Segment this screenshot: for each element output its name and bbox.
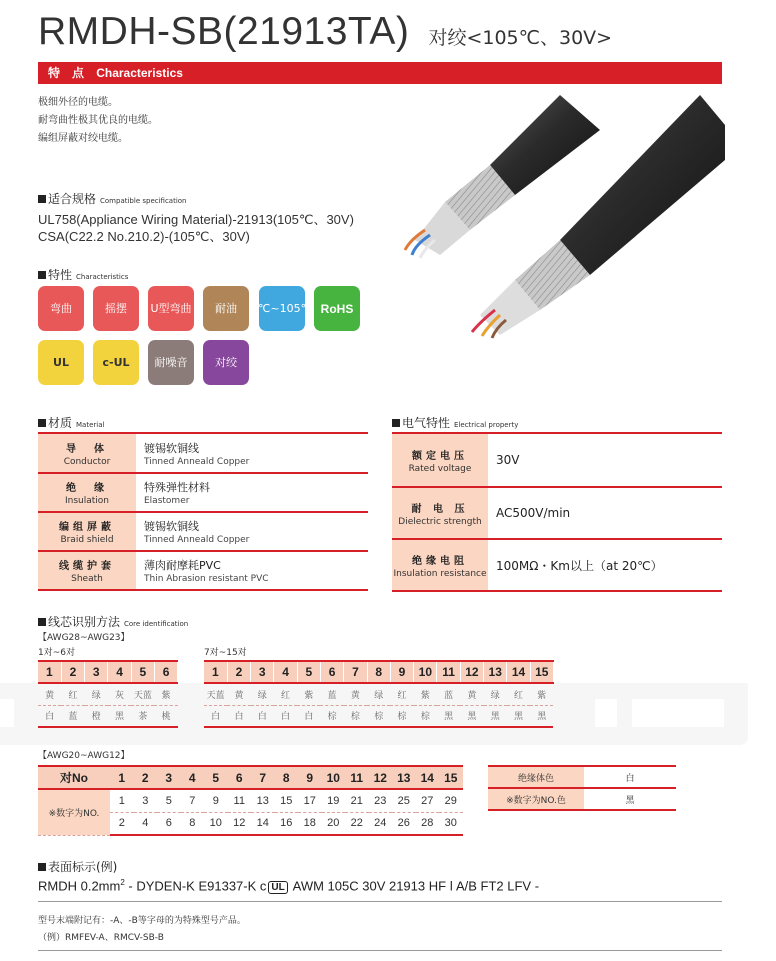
characteristics-bar-en: Characteristics <box>96 66 183 80</box>
table-cell: 红 <box>61 683 84 705</box>
characteristics-cn: 特性 <box>48 268 73 282</box>
compatible-spec-heading <box>38 190 187 207</box>
table-row <box>488 788 676 810</box>
badge-u-bend: U型弯曲 <box>148 286 194 331</box>
compatible-spec-cn: 适合规格 <box>48 192 97 206</box>
table-cell: 13 <box>251 789 275 812</box>
core-table-number <box>38 765 463 836</box>
marking-post: AWM 105C 30V 21913 HF ǀ A/B FT2 LFV - <box>289 878 540 894</box>
electrical-label-en: Rated voltage <box>408 463 472 474</box>
feature-list <box>38 94 158 148</box>
column-header: 6 <box>154 661 177 683</box>
marking-sup: 2 <box>120 878 125 887</box>
legend-label: ※数字为NO.色 <box>488 788 584 810</box>
table-row <box>392 539 722 591</box>
table-cell: 12 <box>228 812 252 835</box>
column-header: 15 <box>439 766 463 789</box>
badge-noise-resistant: 耐噪音 <box>148 340 194 385</box>
column-header: 10 <box>414 661 437 683</box>
table-cell: 白 <box>204 705 227 727</box>
material-value-en: Tinned Anneald Copper <box>144 456 250 467</box>
feature-item: 耐弯曲性极其优良的电缆。 <box>38 115 158 126</box>
badge-c-ul: c-UL <box>93 340 139 385</box>
table-cell: 8 <box>181 812 205 835</box>
table-cell: 20 <box>322 812 346 835</box>
electrical-label-en: Insulation resistance <box>393 568 487 579</box>
material-value-cn: 镀锡软铜线 <box>144 441 199 455</box>
table-row <box>38 705 178 727</box>
characteristics-bar <box>38 62 722 84</box>
column-header: 5 <box>204 766 228 789</box>
feature-item: 极细外径的电缆。 <box>38 97 118 108</box>
table-cell: 17 <box>298 789 322 812</box>
column-header: 7 <box>344 661 367 683</box>
table-cell: 蓝 <box>320 683 343 705</box>
page-title <box>38 10 612 54</box>
table-cell: 黄 <box>460 683 483 705</box>
table-cell: 黄 <box>227 683 250 705</box>
material-label-en: Conductor <box>63 456 111 467</box>
table-cell: 白 <box>227 705 250 727</box>
material-value-en: Thin Abrasion resistant PVC <box>144 574 269 584</box>
material-value-en: Elastomer <box>144 496 190 506</box>
core-id-heading <box>38 613 188 630</box>
column-header: 15 <box>530 661 553 683</box>
material-value-cn: 镀锡软铜线 <box>144 520 199 533</box>
table-cell: 红 <box>507 683 530 705</box>
column-header: 4 <box>181 766 205 789</box>
material-label-en: Sheath <box>71 574 103 584</box>
table-cell: 橙 <box>85 705 108 727</box>
column-header: 9 <box>298 766 322 789</box>
legend-value: 白 <box>584 766 676 788</box>
column-header: 10 <box>322 766 346 789</box>
table-header-row <box>38 766 463 789</box>
characteristics-heading <box>38 266 128 283</box>
table-cell: 白 <box>251 705 274 727</box>
table-cell: 白 <box>274 705 297 727</box>
electrical-value: 100MΩ・Km以上（at 20℃） <box>488 539 722 591</box>
table-cell: 29 <box>439 789 463 812</box>
table-cell: 26 <box>392 812 416 835</box>
table-cell: 桃 <box>154 705 177 727</box>
electrical-cn: 电气特性 <box>402 416 451 430</box>
table-cell: 7 <box>181 789 205 812</box>
table-row <box>38 683 178 705</box>
pair-no-label: 对No <box>38 766 110 789</box>
badge-temperature: 0℃~105℃ <box>259 286 305 331</box>
surface-marking-cn: 表面标示(例) <box>48 860 118 874</box>
table-cell: 30 <box>439 812 463 835</box>
table-cell: 黑 <box>108 705 131 727</box>
table-cell: 1 <box>110 789 134 812</box>
column-header: 11 <box>437 661 460 683</box>
table-cell: 黑 <box>484 705 507 727</box>
table-header-row <box>38 661 178 683</box>
column-header: 13 <box>392 766 416 789</box>
column-header: 3 <box>85 661 108 683</box>
column-header: 8 <box>367 661 390 683</box>
table-cell: 绿 <box>251 683 274 705</box>
table-cell: 24 <box>369 812 393 835</box>
table-cell: 28 <box>416 812 440 835</box>
note-line: （例）RMFEV-A、RMCV-SB-B <box>38 933 164 943</box>
material-en: Material <box>76 421 105 429</box>
core-table-small <box>38 660 178 728</box>
column-header: 1 <box>110 766 134 789</box>
table-cell: 黄 <box>38 683 61 705</box>
column-header: 4 <box>274 661 297 683</box>
table-cell: 14 <box>251 812 275 835</box>
material-table <box>38 432 368 591</box>
table-cell: 19 <box>322 789 346 812</box>
table-cell: 棕 <box>414 705 437 727</box>
badge-ul: UL <box>38 340 84 385</box>
table-cell: 黑 <box>460 705 483 727</box>
table-cell: 绿 <box>484 683 507 705</box>
material-value-en: Tinned Anneald Copper <box>144 535 250 545</box>
table-cell: 棕 <box>344 705 367 727</box>
column-header: 12 <box>460 661 483 683</box>
table-cell: 紫 <box>530 683 553 705</box>
column-header: 6 <box>320 661 343 683</box>
electrical-en: Electrical property <box>454 421 519 429</box>
material-cn: 材质 <box>48 416 73 430</box>
note-line: 型号末端附记有：-A、-B等字母的为特殊型号产品。 <box>38 916 246 926</box>
feature-item: 编组屏蔽对绞电缆。 <box>38 133 128 144</box>
column-header: 4 <box>108 661 131 683</box>
table-cell: 18 <box>298 812 322 835</box>
legend-label: 绝缘体色 <box>488 766 584 788</box>
ul-mark-icon: UL <box>268 881 287 894</box>
table-cell: 10 <box>204 812 228 835</box>
table-row <box>392 433 722 487</box>
core-id-cn: 线芯识别方法 <box>48 615 121 629</box>
column-header: 5 <box>131 661 154 683</box>
core-id-en: Core identification <box>124 620 189 628</box>
table-cell: 21 <box>345 789 369 812</box>
table-cell: 天蓝 <box>204 683 227 705</box>
table-cell: 9 <box>204 789 228 812</box>
table-cell: 天蓝 <box>131 683 154 705</box>
table-row <box>38 473 368 512</box>
table-cell: 白 <box>38 705 61 727</box>
table-cell: 绿 <box>367 683 390 705</box>
column-header: 11 <box>345 766 369 789</box>
number-color-legend <box>488 765 676 811</box>
table-cell: 蓝 <box>61 705 84 727</box>
core-table-large <box>204 660 554 728</box>
spec-line: UL758(Appliance Wiring Material)-21913(105℃、30V) <box>38 212 354 227</box>
column-header: 12 <box>369 766 393 789</box>
table-cell: 5 <box>157 789 181 812</box>
column-header: 9 <box>390 661 413 683</box>
table-cell: 紫 <box>414 683 437 705</box>
table-row <box>38 512 368 551</box>
table-cell: 蓝 <box>437 683 460 705</box>
table-cell: 2 <box>110 812 134 835</box>
table-cell: 茶 <box>131 705 154 727</box>
table-cell: 3 <box>134 789 158 812</box>
column-header: 2 <box>134 766 158 789</box>
characteristics-bar-cn: 特 点 <box>48 66 85 80</box>
divider <box>38 950 722 951</box>
spec-line: CSA(C22.2 No.210.2)-(105℃、30V) <box>38 229 250 244</box>
table-cell: 黑 <box>507 705 530 727</box>
marking-mid: - DYDEN-K E91337-K c <box>124 878 267 894</box>
cable-illustration <box>400 90 725 340</box>
column-header: 7 <box>251 766 275 789</box>
electrical-label-en: Dielectric strength <box>398 516 482 527</box>
compatible-spec-en: Compatible specification <box>100 197 187 205</box>
awg-group-1: 【AWG28~AWG23】 <box>38 633 130 643</box>
surface-marking-text <box>38 878 539 893</box>
badge-twisted-pair: 对绞 <box>203 340 249 385</box>
table-cell: 黄 <box>344 683 367 705</box>
column-header: 13 <box>484 661 507 683</box>
table-cell: 22 <box>345 812 369 835</box>
material-label-en: Braid shield <box>60 535 114 545</box>
table-cell: 6 <box>157 812 181 835</box>
table-cell: 红 <box>274 683 297 705</box>
pairs-7-15-label: 7对~15对 <box>204 648 247 658</box>
table-row <box>204 705 553 727</box>
table-cell: 紫 <box>154 683 177 705</box>
table-cell: 16 <box>275 812 299 835</box>
table-cell: 15 <box>275 789 299 812</box>
notes <box>38 913 246 947</box>
electrical-label-cn: 绝缘电阻 <box>412 555 468 567</box>
table-cell: 25 <box>392 789 416 812</box>
pairs-1-6-label: 1对~6对 <box>38 648 75 658</box>
column-header: 3 <box>251 661 274 683</box>
table-row <box>392 487 722 539</box>
column-header: 5 <box>297 661 320 683</box>
electrical-table <box>392 432 722 592</box>
material-value-cn: 特殊弹性材料 <box>144 481 210 494</box>
table-cell: 棕 <box>320 705 343 727</box>
awg-group-2: 【AWG20~AWG12】 <box>38 751 130 761</box>
table-cell: 4 <box>134 812 158 835</box>
column-header: 14 <box>507 661 530 683</box>
table-row <box>488 766 676 788</box>
column-header: 14 <box>416 766 440 789</box>
surface-marking-heading <box>38 858 117 875</box>
column-header: 6 <box>228 766 252 789</box>
compatible-spec-list <box>38 211 354 245</box>
column-header: 1 <box>204 661 227 683</box>
table-cell: 绿 <box>85 683 108 705</box>
marking-pre: RMDH 0.2mm <box>38 878 121 894</box>
column-header: 2 <box>227 661 250 683</box>
electrical-heading <box>392 414 518 431</box>
number-label: ※数字为NO. <box>38 789 110 835</box>
table-cell: 紫 <box>297 683 320 705</box>
characteristics-en: Characteristics <box>76 273 129 281</box>
table-cell: 黑 <box>437 705 460 727</box>
table-row <box>38 551 368 590</box>
electrical-value: 30V <box>488 433 722 487</box>
material-label-cn: 绝 缘 <box>66 483 108 494</box>
divider <box>38 901 722 902</box>
product-code: RMDH-SB(21913TA) <box>38 10 410 53</box>
badge-swing: 摇摆 <box>93 286 139 331</box>
material-label-en: Insulation <box>64 496 109 506</box>
table-header-row <box>204 661 553 683</box>
table-cell: 棕 <box>390 705 413 727</box>
legend-value: 黑 <box>584 788 676 810</box>
material-label-cn: 编组屏蔽 <box>59 522 115 533</box>
table-row <box>38 789 463 812</box>
table-cell: 11 <box>228 789 252 812</box>
electrical-value: AC500V/min <box>488 487 722 539</box>
table-cell: 棕 <box>367 705 390 727</box>
table-cell: 黑 <box>530 705 553 727</box>
badge-rohs: RoHS <box>314 286 360 331</box>
product-subtitle: 对绞<105℃、30V> <box>428 27 613 49</box>
badge-bending: 弯曲 <box>38 286 84 331</box>
electrical-label-cn: 额定电压 <box>412 450 468 462</box>
table-cell: 27 <box>416 789 440 812</box>
material-label-cn: 线缆护套 <box>59 561 115 572</box>
electrical-label-cn: 耐 电 压 <box>411 503 469 515</box>
table-cell: 23 <box>369 789 393 812</box>
column-header: 3 <box>157 766 181 789</box>
badge-oil-resistant: 耐油 <box>203 286 249 331</box>
table-cell: 红 <box>390 683 413 705</box>
material-heading <box>38 414 104 431</box>
material-value-cn: 薄肉耐摩耗PVC <box>144 559 221 572</box>
column-header: 1 <box>38 661 61 683</box>
column-header: 8 <box>275 766 299 789</box>
table-cell: 灰 <box>108 683 131 705</box>
material-label-cn: 导 体 <box>66 443 108 455</box>
table-cell: 白 <box>297 705 320 727</box>
table-row <box>38 433 368 473</box>
table-row <box>204 683 553 705</box>
column-header: 2 <box>61 661 84 683</box>
